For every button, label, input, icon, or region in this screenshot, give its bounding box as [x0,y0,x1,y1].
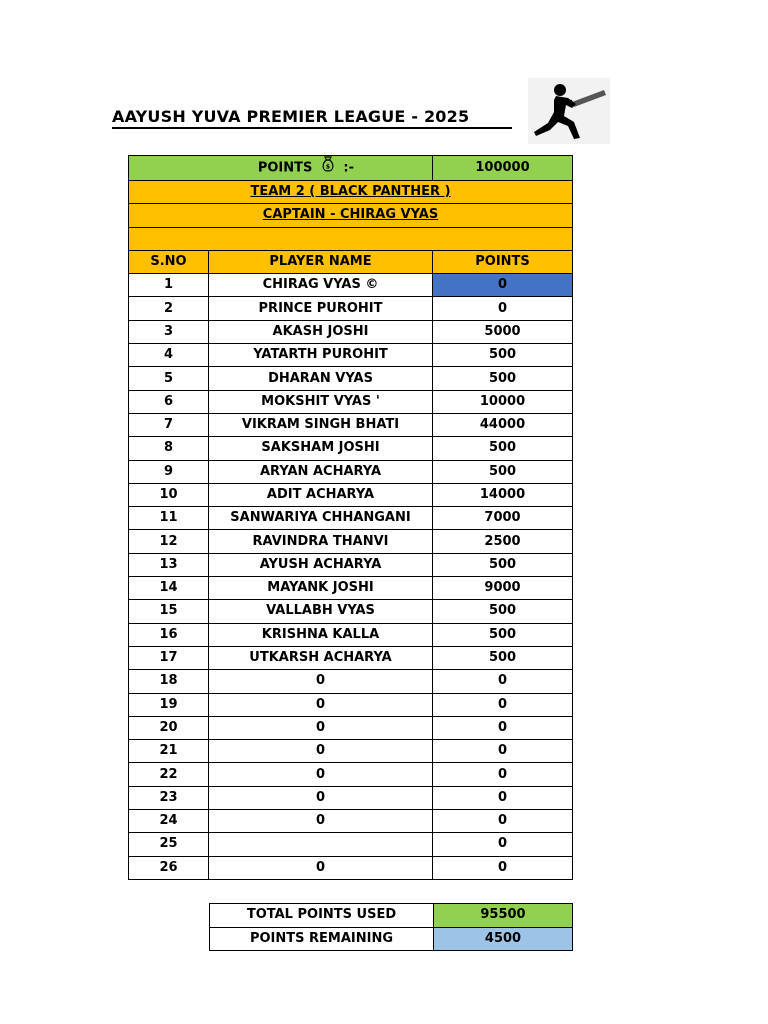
table-row [129,390,573,413]
table-row [129,577,573,600]
row-player-name: VIKRAM SINGH BHATI [209,413,433,436]
row-sno: 11 [129,507,209,530]
row-points: 0 [433,693,573,716]
row-player-name: ARYAN ACHARYA [209,460,433,483]
row-sno: 21 [129,740,209,763]
table-row [129,297,573,320]
column-header-player: PLAYER NAME [209,250,433,273]
row-player-name: 0 [209,763,433,786]
table-row [129,740,573,763]
table-row [129,763,573,786]
row-points: 500 [433,460,573,483]
row-points: 14000 [433,483,573,506]
table-row [129,507,573,530]
row-sno: 24 [129,810,209,833]
title-underline [112,127,512,129]
row-points: 44000 [433,413,573,436]
points-row [129,156,573,181]
points-total: 100000 [433,156,573,181]
table-row [129,856,573,879]
row-player-name: CHIRAG VYAS © [209,274,433,297]
table-row [129,623,573,646]
table-row [129,344,573,367]
points-label: POINTS [257,160,313,176]
row-points: 500 [433,367,573,390]
table-row [129,437,573,460]
row-points: 7000 [433,507,573,530]
row-points: 2500 [433,530,573,553]
row-sno: 8 [129,437,209,460]
points-summary [209,903,573,951]
team-row [129,181,573,204]
team-sheet [128,155,572,880]
captain-name: CAPTAIN - CHIRAG VYAS [262,207,439,223]
row-sno: 1 [129,274,209,297]
row-points: 0 [433,274,573,297]
row-points: 500 [433,600,573,623]
row-sno: 14 [129,577,209,600]
table-row [129,553,573,576]
remaining-value: 4500 [434,927,573,951]
points-suffix: :- [343,160,355,176]
row-points: 0 [433,856,573,879]
cricket-batsman-icon [528,78,610,144]
row-points: 0 [433,716,573,739]
row-player-name: YATARTH PUROHIT [209,344,433,367]
row-player-name: 0 [209,740,433,763]
row-sno: 3 [129,320,209,343]
row-sno: 9 [129,460,209,483]
table-row [129,460,573,483]
row-player-name: PRINCE PUROHIT [209,297,433,320]
row-points: 0 [433,740,573,763]
table-row [129,716,573,739]
row-points: 500 [433,344,573,367]
remaining-row [210,927,573,951]
money-bag-icon [321,156,335,180]
column-header-row [129,250,573,273]
row-player-name: KRISHNA KALLA [209,623,433,646]
row-points: 10000 [433,390,573,413]
row-player-name: ADIT ACHARYA [209,483,433,506]
row-points: 0 [433,810,573,833]
row-player-name: DHARAN VYAS [209,367,433,390]
table-row [129,786,573,809]
captain-row [129,204,573,227]
row-player-name: AYUSH ACHARYA [209,553,433,576]
total-used-row [210,904,573,928]
row-player-name: VALLABH VYAS [209,600,433,623]
table-row [129,646,573,669]
row-player-name: SANWARIYA CHHANGANI [209,507,433,530]
row-player-name: SAKSHAM JOSHI [209,437,433,460]
table-row [129,367,573,390]
table-row [129,833,573,856]
row-points: 500 [433,437,573,460]
row-player-name: 0 [209,716,433,739]
table-row [129,483,573,506]
row-player-name: RAVINDRA THANVI [209,530,433,553]
row-points: 9000 [433,577,573,600]
table-row [129,413,573,436]
row-sno: 4 [129,344,209,367]
row-sno: 20 [129,716,209,739]
row-sno: 19 [129,693,209,716]
row-points: 500 [433,553,573,576]
row-points: 0 [433,786,573,809]
row-player-name: MAYANK JOSHI [209,577,433,600]
row-points: 0 [433,670,573,693]
blank-cell [129,227,573,250]
row-player-name: 0 [209,810,433,833]
row-points: 0 [433,833,573,856]
row-sno: 16 [129,623,209,646]
row-player-name: 0 [209,856,433,879]
row-sno: 5 [129,367,209,390]
row-player-name: AKASH JOSHI [209,320,433,343]
table-row [129,530,573,553]
row-points: 500 [433,646,573,669]
column-header-sno: S.NO [129,250,209,273]
row-sno: 23 [129,786,209,809]
column-header-points: POINTS [433,250,573,273]
table-row [129,810,573,833]
row-points: 0 [433,763,573,786]
table-row [129,693,573,716]
row-player-name: MOKSHIT VYAS ' [209,390,433,413]
total-used-value: 95500 [434,904,573,928]
row-points: 500 [433,623,573,646]
row-sno: 15 [129,600,209,623]
row-player-name [209,833,433,856]
row-sno: 17 [129,646,209,669]
row-player-name: 0 [209,786,433,809]
row-player-name: 0 [209,693,433,716]
row-sno: 22 [129,763,209,786]
row-sno: 18 [129,670,209,693]
row-player-name: 0 [209,670,433,693]
points-label-cell [129,156,433,181]
row-sno: 25 [129,833,209,856]
summary-table [209,903,573,951]
row-sno: 26 [129,856,209,879]
total-used-label: TOTAL POINTS USED [210,904,434,928]
table-row [129,320,573,343]
remaining-label: POINTS REMAINING [210,927,434,951]
row-points: 5000 [433,320,573,343]
team-name: TEAM 2 ( BLACK PANTHER ) [250,184,451,200]
row-sno: 7 [129,413,209,436]
row-player-name: UTKARSH ACHARYA [209,646,433,669]
table-row [129,274,573,297]
row-points: 0 [433,297,573,320]
blank-row [129,227,573,250]
svg-text:$: $ [325,163,330,171]
row-sno: 2 [129,297,209,320]
page-title: AAYUSH YUVA PREMIER LEAGUE - 2025 [112,107,470,126]
row-sno: 13 [129,553,209,576]
table-row [129,600,573,623]
row-sno: 12 [129,530,209,553]
row-sno: 6 [129,390,209,413]
table-row [129,670,573,693]
row-sno: 10 [129,483,209,506]
team-table [128,155,573,880]
